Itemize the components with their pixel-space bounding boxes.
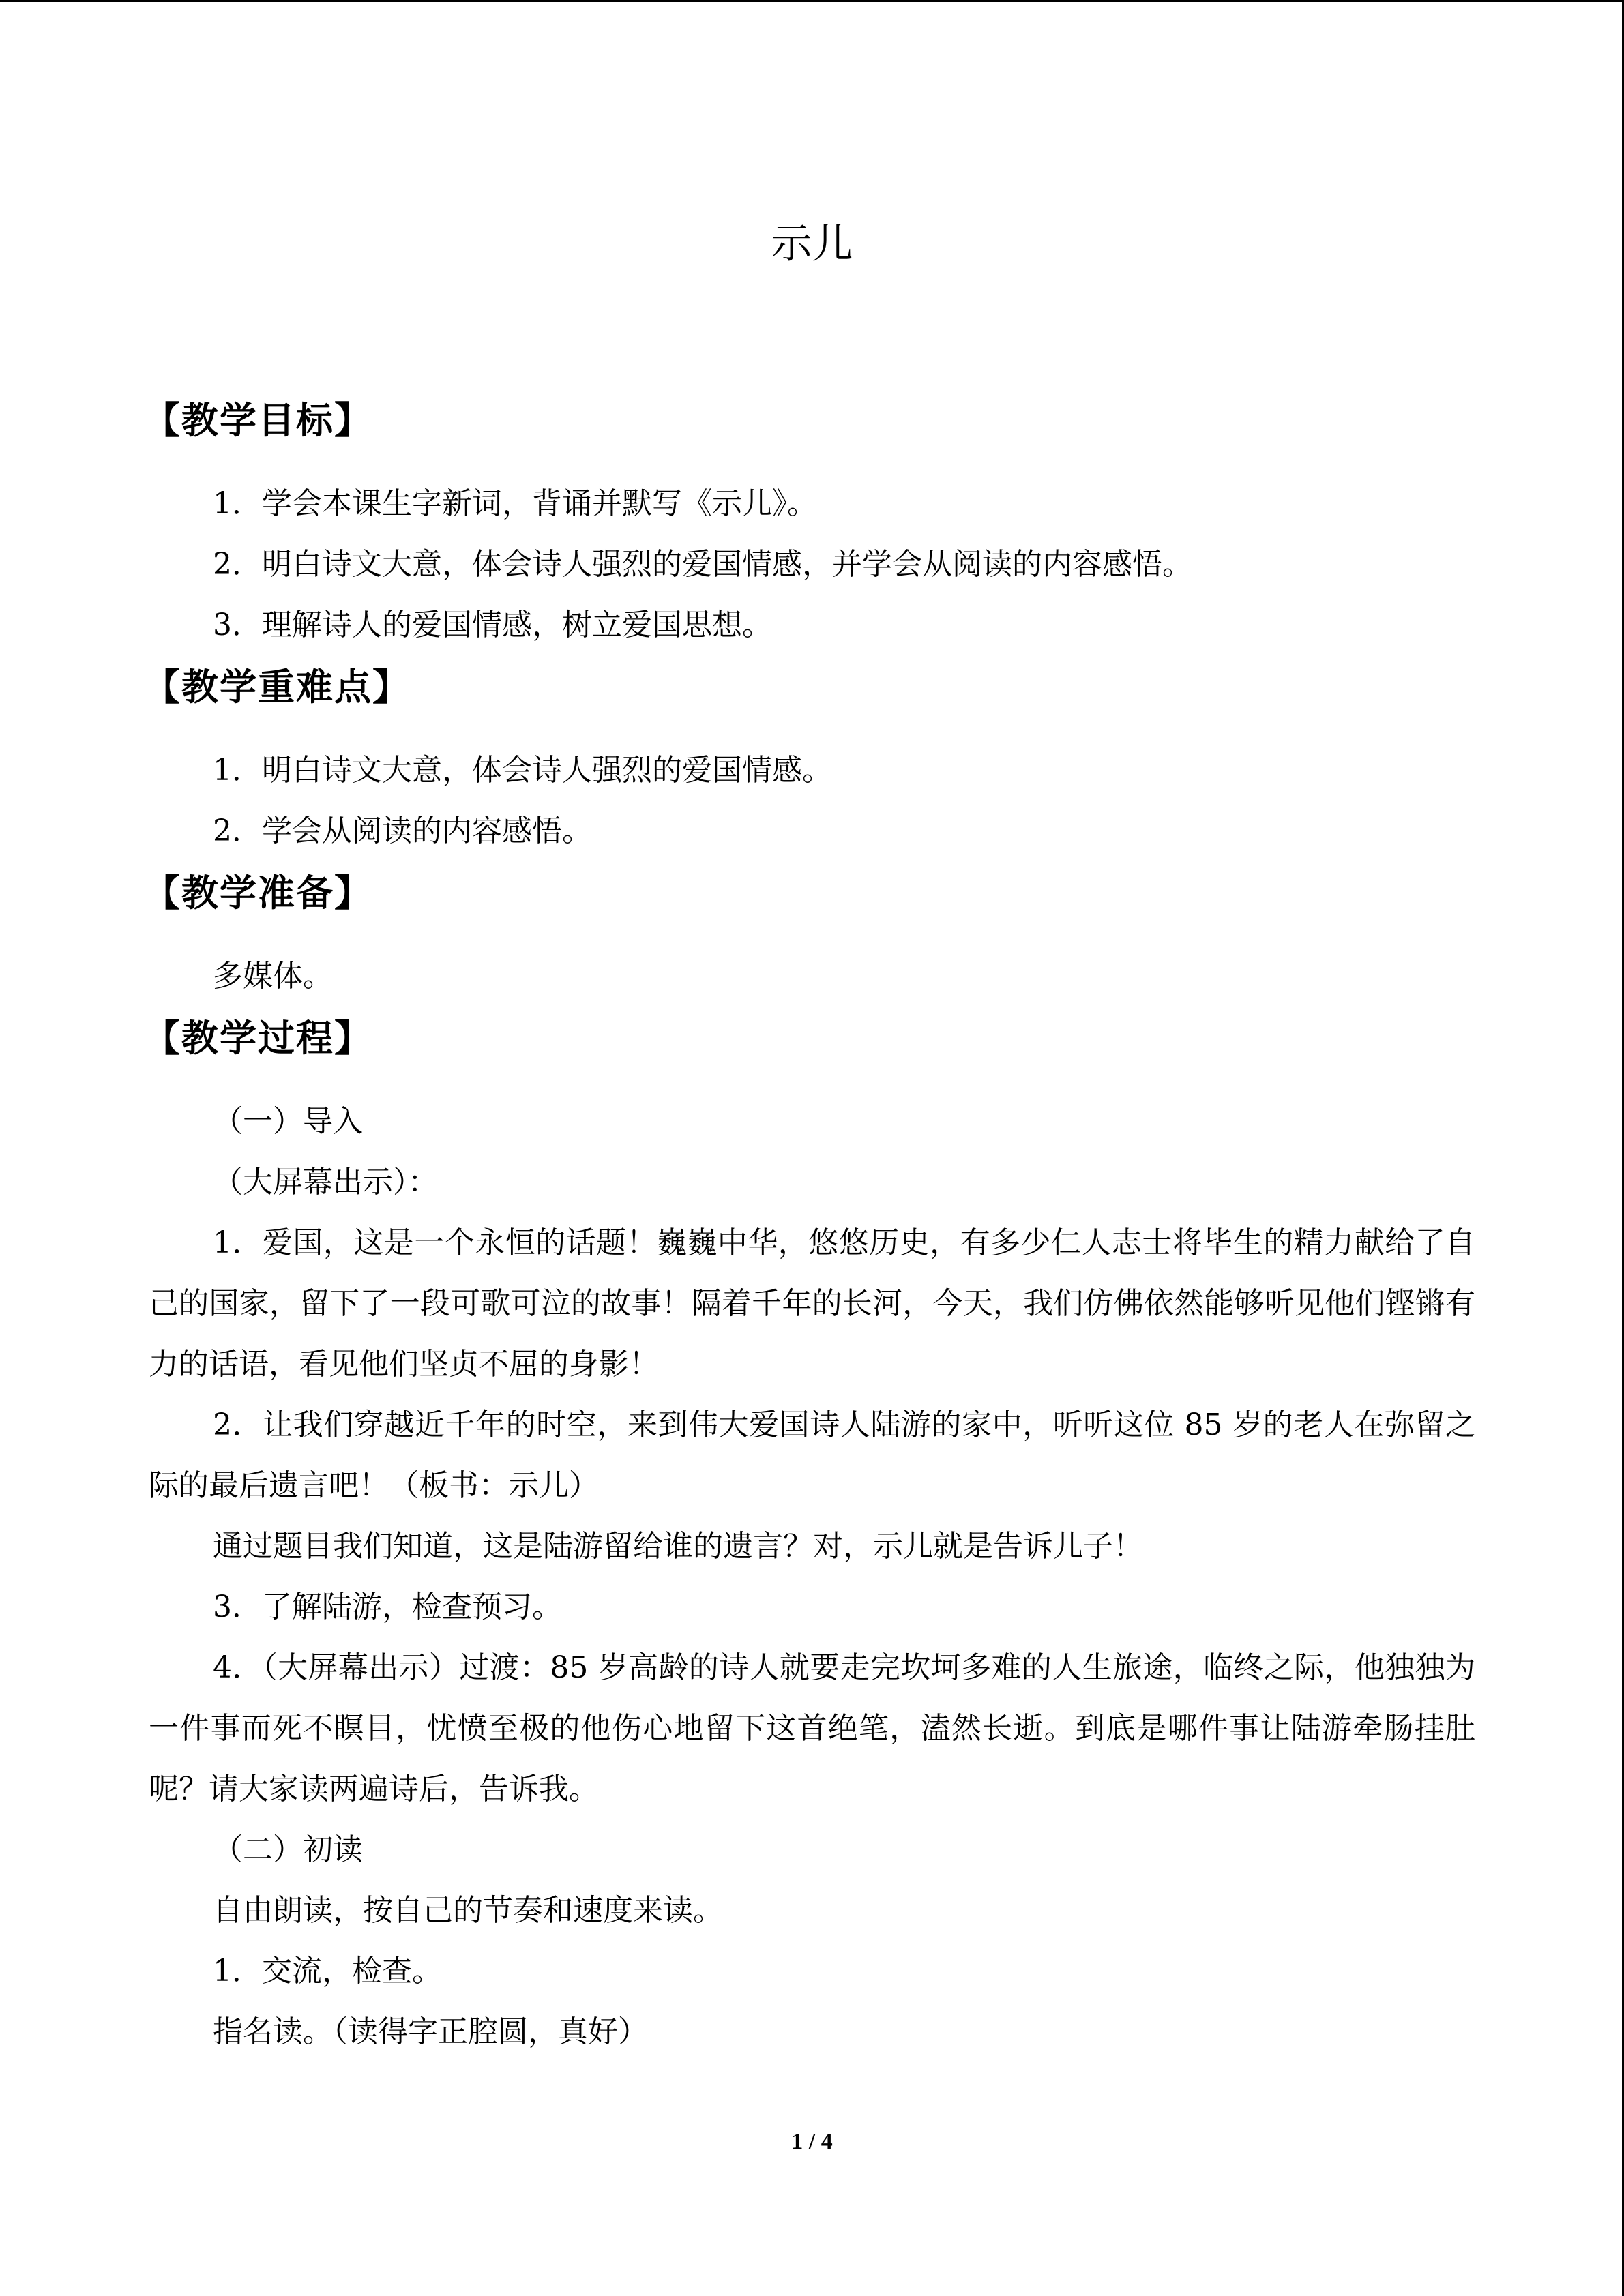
process-item: 通过题目我们知道，这是陆游留给谁的遗言？对，示儿就是告诉儿子！ — [213, 1529, 1143, 1564]
process-item: 3．了解陆游，检查预习。 — [213, 1590, 562, 1624]
objective-item: 3．理解诗人的爱国情感，树立爱国思想。 — [213, 608, 772, 642]
section-heading-preparation: 【教学准备】 — [143, 871, 372, 914]
process-item: （一）导入 — [213, 1104, 363, 1139]
section-heading-key-points: 【教学重难点】 — [143, 665, 411, 709]
key-point-item: 2．学会从阅读的内容感悟。 — [213, 814, 592, 848]
section-heading-process: 【教学过程】 — [143, 1016, 372, 1060]
page-number: 1 / 4 — [791, 2129, 833, 2154]
preparation-item: 多媒体。 — [213, 959, 333, 994]
document-body — [143, 389, 1475, 2062]
page-title: 示儿 — [771, 220, 853, 268]
section-heading-objectives: 【教学目标】 — [143, 398, 372, 442]
process-item: 2．让我们穿越近千年的时空，来到伟大爱国诗人陆游的家中，听听这位 85 岁的老人在弥留之际的最后遗言吧！（板书：示儿） — [149, 1407, 1475, 1503]
process-item: 1．交流，检查。 — [213, 1954, 442, 1988]
process-item: 1．爱国，这是一个永恒的话题！巍巍中华，悠悠历史，有多少仁人志士将毕生的精力献给了自己的国家，留下了一段可歌可泣的故事！隔着千年的长河，今天，我们仿佛依然能够听见他们铿锵有力的话语，看见他们坚贞不屈的身影！ — [149, 1225, 1475, 1382]
process-item: 自由朗读，按自己的节奏和速度来读。 — [213, 1893, 723, 1928]
process-item: 4．（大屏幕出示）过渡：85 岁高龄的诗人就要走完坎坷多难的人生旅途，临终之际，他独独为一件事而死不瞑目，忧愤至极的他伤心地留下这首绝笔，溘然长逝。到底是哪件事让陆游牵肠挂肚呢？请大家读两遍诗后，告诉我。 — [149, 1650, 1475, 1806]
key-point-item: 1．明白诗文大意，体会诗人强烈的爱国情感。 — [213, 753, 832, 788]
process-item: （二）初读 — [213, 1832, 363, 1867]
process-item: （大屏幕出示）： — [213, 1165, 438, 1199]
objective-item: 1．学会本课生字新词，背诵并默写《示儿》。 — [213, 486, 817, 521]
objective-item: 2．明白诗文大意，体会诗人强烈的爱国情感，并学会从阅读的内容感悟。 — [213, 547, 1192, 582]
process-item: 指名读。（读得字正腔圆，真好） — [213, 2014, 648, 2049]
